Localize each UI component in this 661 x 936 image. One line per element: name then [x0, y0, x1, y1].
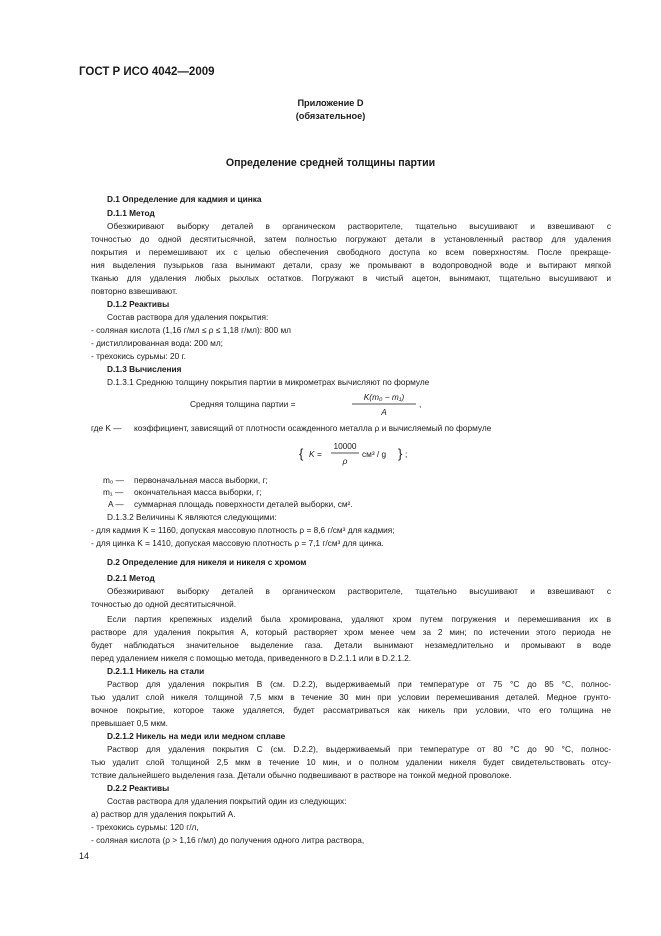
list-item: - трехокись сурьмы: 120 г/л,	[91, 822, 199, 832]
subsection-heading-d1-1: D.1.1 Метод	[107, 208, 155, 218]
list-item: а) раствор для удаления покрытий А.	[91, 809, 236, 819]
close-brace-icon: }	[398, 446, 403, 461]
where-text: коэффициент, зависящий от плотности осажденного металла ρ и вычисляемый по формуле	[134, 423, 492, 433]
definition-symbol: m₀ —	[103, 475, 124, 485]
paragraph-line: Если партия крепежных изделий была хромирована, удаляют хром путем погружения и перемешивания их в	[107, 614, 611, 624]
subsection-heading-d2-1-2: D.2.1.2 Никель на меди или медном сплаве	[107, 731, 286, 741]
k-formula-numerator: 10000	[333, 441, 357, 451]
list-item: - соляная кислота (ρ > 1,16 г/мл) до получения одного литра раствора,	[91, 835, 365, 845]
thickness-formula	[190, 388, 450, 418]
formula-end: ,	[419, 399, 422, 409]
list-item: - трехокись сурьмы: 20 г.	[91, 351, 186, 361]
k-formula	[299, 436, 419, 470]
page-number: 14	[79, 851, 90, 861]
section-heading-d1: D.1 Определение для кадмия и цинка	[107, 194, 262, 204]
paragraph-line: Обезжиривают выборку деталей в органическом растворителе, тщательно высушивают и взвешивают с	[107, 221, 611, 231]
paragraph-line: тью удалит слой никеля толщиной 7,5 мкм в течение 30 мин при условии перемешивания деталей. Медное грунто-	[91, 692, 611, 702]
standard-header: ГОСТ Р ИСО 4042—2009	[79, 66, 215, 78]
subsection-heading-d2-2: D.2.2 Реактивы	[107, 783, 170, 793]
paragraph-line: перед удалением никеля с помощью метода, приведенного в D.2.1.1 или в D.2.1.2.	[91, 653, 412, 663]
paragraph-line: тствие дальнейшего выделения газа. Детали обычно подвешивают в растворе на тонкой медной проволоке.	[91, 770, 512, 780]
paragraph-line: превышает 0,5 мкм.	[91, 718, 168, 728]
paragraph-line: Состав раствора для удаления покрытия:	[107, 312, 269, 322]
list-item: - для цинка K = 1410, допуская массовую плотность ρ = 7,1 г/см³ для цинка.	[91, 538, 384, 548]
k-formula-lhs: K =	[309, 449, 322, 459]
document-title: Определение средней толщины партии	[225, 157, 436, 169]
definition-text: суммарная площадь поверхности деталей выборки, см².	[134, 499, 353, 509]
paragraph-line: Раствор для удаления покрытия В (см. D.2.2), выдерживаемый при температуре от 75 °С до 85 °С, полнос-	[107, 679, 611, 689]
paragraph-line: тканью для удаления любых рыхлых остатков. Погружают в чистый ацетон, вынимают, тщательно высушивают и	[91, 273, 611, 283]
definition-symbol: m₁ —	[103, 487, 124, 497]
subsection-heading-d1-2: D.1.2 Реактивы	[107, 299, 170, 309]
paragraph-line: вочное покрытие, которое также удаляется, будет рассматриваться как никель при условии, что его толщина не	[91, 705, 611, 715]
paragraph-line: D.1.3.1 Среднюю толщину покрытия партии в микрометрах вычисляют по формуле	[107, 377, 430, 387]
formula-numerator: K(m₀ − m₁)	[363, 392, 405, 402]
paragraph-line: ния выделения пузырьков газа вынимают детали, сразу же промывают в водопроводной воде и вытирают мягкой	[91, 260, 611, 270]
formula-label: Средняя толщина партии =	[190, 399, 296, 409]
k-formula-denominator: ρ	[342, 456, 348, 466]
paragraph-line: растворе для удаления покрытия А, который растворяет хром менее чем за 2 мин; по истечении этого периода не	[91, 627, 611, 637]
paragraph-line: точностью до одной десятитысячной.	[91, 599, 237, 609]
paragraph-line: точностью до одной десятитысячной, затем полностью погружают детали в установленный раствор для удаления	[91, 234, 611, 244]
definition-symbol: A —	[108, 499, 124, 509]
paragraph-line: повторно взвешивают.	[91, 286, 178, 296]
k-formula-end: ;	[405, 449, 408, 459]
k-formula-unit: см³ / g	[362, 449, 387, 459]
where-label: где K —	[91, 423, 122, 433]
paragraph-line: тью удалит слой толщиной 2,5 мкм в течение 10 мин, и о полном удалении никеля будет свидетельствовать отсу-	[91, 757, 611, 767]
list-item: - для кадмия K = 1160, допуская массовую плотность ρ = 8,6 г/см³ для кадмия;	[91, 525, 395, 535]
open-brace-icon: {	[299, 446, 304, 461]
annex-title: Приложение D	[297, 98, 364, 108]
paragraph-line: Обезжиривают выборку деталей в органическом растворителе, тщательно высушивают и взвешивают с	[107, 586, 611, 596]
formula-denominator: A	[381, 407, 387, 417]
paragraph-line: D.1.3.2 Величины K являются следующими:	[107, 512, 277, 522]
section-heading-d2: D.2 Определение для никеля и никеля с хромом	[107, 557, 307, 567]
paragraph-line: покрытия и перемешивают их с целью обеспечения свободного доступа ко всем поверхностям. После прекраще-	[91, 247, 611, 257]
subsection-heading-d1-3: D.1.3 Вычисления	[107, 364, 182, 374]
paragraph-line: Состав раствора для удаления покрытий один из следующих:	[107, 796, 347, 806]
list-item: - дистиллированная вода: 200 мл;	[91, 338, 223, 348]
definition-text: окончательная масса выборки, г;	[134, 487, 262, 497]
paragraph-line: будет наблюдаться значительное выделение газа. Детали вынимают незамедлительно и промывают в воде	[91, 640, 611, 650]
subsection-heading-d2-1-1: D.2.1.1 Никель на стали	[107, 666, 205, 676]
definition-text: первоначальная масса выборки, г;	[134, 475, 268, 485]
annex-status: (обязательное)	[295, 111, 366, 121]
list-item: - соляная кислота (1,16 г/мл ≤ ρ ≤ 1,18 г/мл): 800 мл	[91, 325, 292, 335]
subsection-heading-d2-1: D.2.1 Метод	[107, 573, 155, 583]
paragraph-line: Раствор для удаления покрытия С (см. D.2.2), выдерживаемый при температуре от 80 °С до 90 °С, полнос-	[107, 744, 611, 754]
